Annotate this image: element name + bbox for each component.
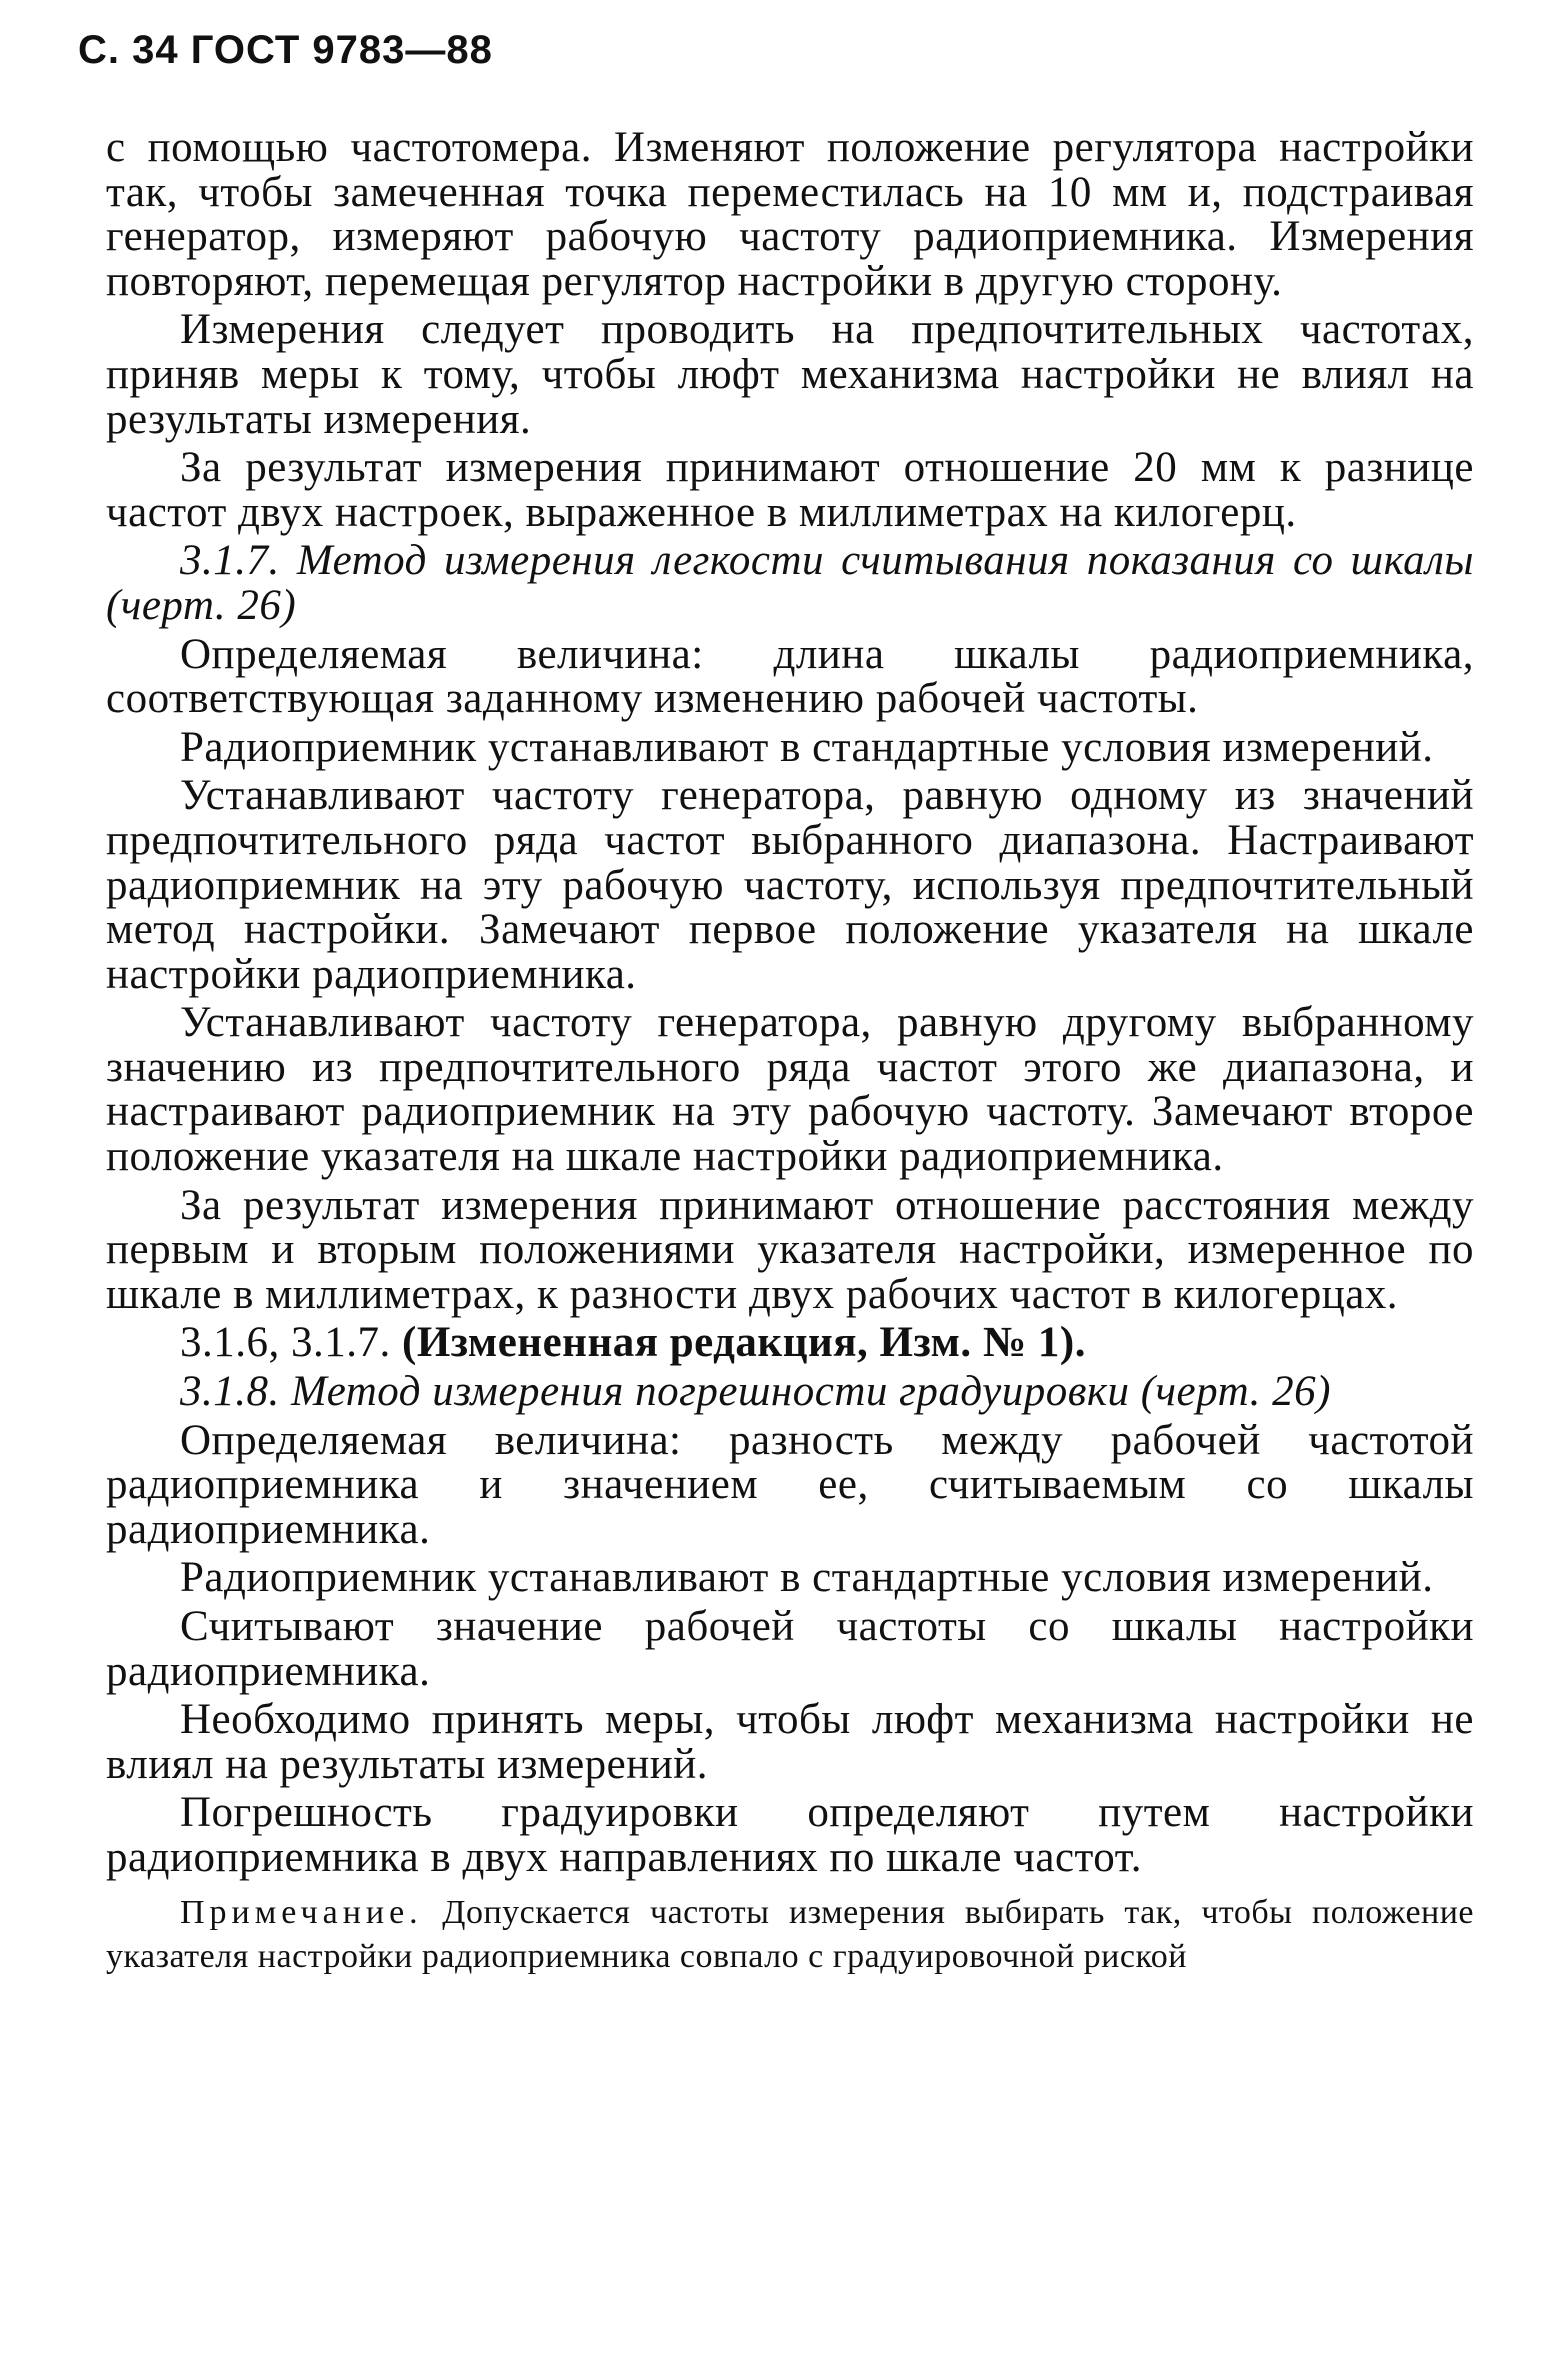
section-heading-text: 3.1.7. Метод измерения легкости считывания показания со шкалы (черт. 26) <box>106 537 1474 629</box>
paragraph: Определяемая величина: длина шкалы радиоприемника, соответствующая заданному изменению рабочей частоты. <box>106 630 1474 723</box>
paragraph: Устанавливают частоту генератора, равную одному из значений предпочтительного ряда частот выбранного диапазона. Настраивают радиоприемник на эту рабочую частоту, используя предпочтительный метод настройки. Замечают первое положение указателя на шкале настройки радиоприемника. <box>106 772 1474 998</box>
paragraph: Устанавливают частоту генератора, равную другому выбранному значению из предпочтительного ряда частот этого же диапазона, и настраивают радиоприемник на эту рабочую частоту. Замечают второе положение указателя на шкале настройки радиоприемника. <box>106 999 1474 1181</box>
paragraph: Измерения следует проводить на предпочтительных частотах, приняв меры к тому, чтобы люфт механизма настройки не влиял на результаты измерения. <box>106 306 1474 443</box>
section-heading-text: 3.1.8. Метод измерения погрешности градуировки (черт. 26) <box>180 1368 1331 1416</box>
paragraph: Радиоприемник устанавливают в стандартные условия измерений. <box>180 723 1434 771</box>
body-text <box>106 126 1474 1979</box>
footnote <box>106 1891 1474 1979</box>
paragraph: Погрешность градуировки определяют путем настройки радиоприемника в двух направлениях по шкале частот. <box>106 1789 1474 1881</box>
paragraph: За результат измерения принимают отношение расстояния между первым и вторым положениями указателя настройки, измеренное по шкале в миллиметрах, к разности двух рабочих частот в килогерцах. <box>106 1181 1474 1318</box>
amendment-reference: 3.1.6, 3.1.7. <box>180 1319 391 1367</box>
note-text: Допускается частоты измерения выбирать так, чтобы положение указателя настройки радиоприемника совпало с градуировочной риской <box>106 1893 1475 1975</box>
paragraph: Считывают значение рабочей частоты со шкалы настройки радиоприемника. <box>106 1603 1474 1695</box>
paragraph-continuation: с помощью частотомера. Изменяют положение регулятора настройки так, чтобы замеченная точка переместилась на 10 мм и, подстраивая генератор, измеряют рабочую частоту радиоприемника. Измерения повторяют, перемещая регулятор настройки в другую сторону. <box>106 124 1474 305</box>
paragraph: Радиоприемник устанавливают в стандартные условия измерений. <box>180 1554 1434 1602</box>
paragraph: Определяемая величина: разность между рабочей частотой радиоприемника и значением ее, считываемым со шкалы радиоприемника. <box>106 1416 1474 1553</box>
paragraph: Необходимо принять меры, чтобы люфт механизма настройки не влиял на результаты измерений. <box>106 1696 1474 1788</box>
amendment-note <box>106 1321 1474 1366</box>
note-label: Примечание. <box>180 1893 423 1931</box>
section-heading-3-1-8 <box>106 1370 1474 1415</box>
amendment-text: (Измененная редакция, Изм. № 1). <box>402 1319 1086 1367</box>
page-header: С. 34 ГОСТ 9783—88 <box>78 28 493 72</box>
paragraph: За результат измерения принимают отношение 20 мм к разнице частот двух настроек, выраженное в миллиметрах на килогерц. <box>106 444 1474 536</box>
section-heading-3-1-7 <box>106 539 1474 628</box>
